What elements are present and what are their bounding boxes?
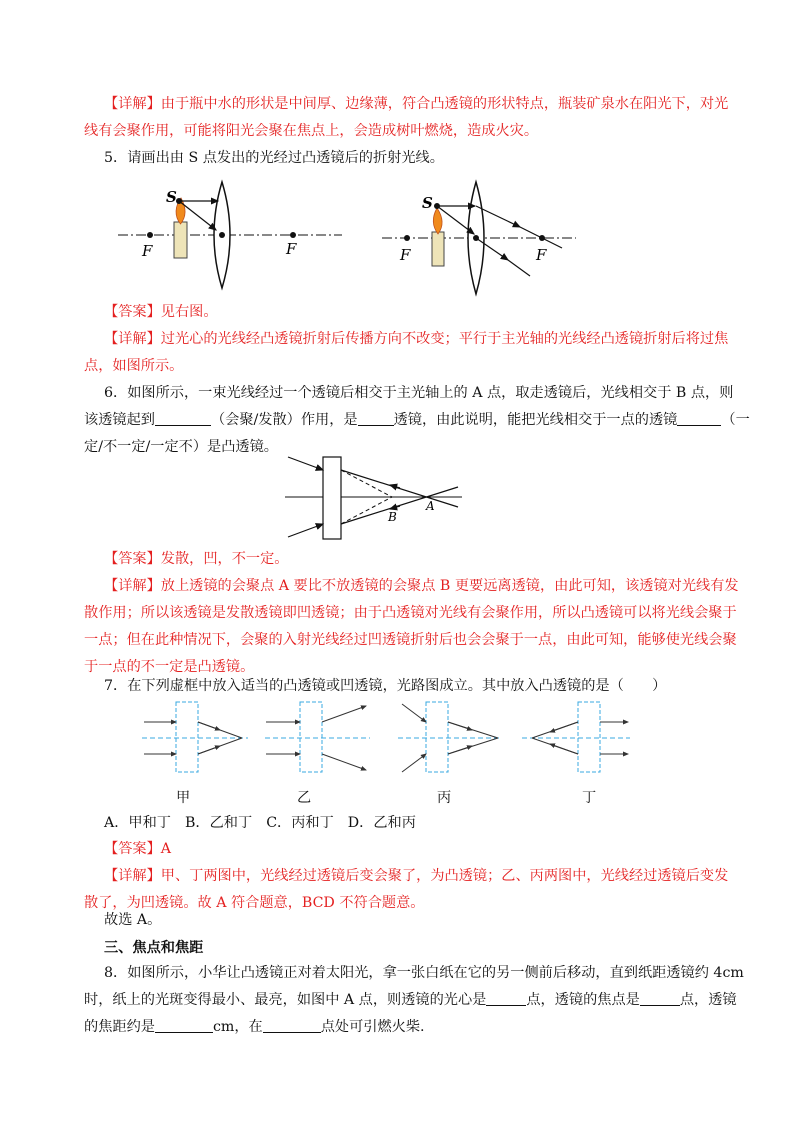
q6-detail-line3: 一点；但在此种情况下，会聚的入射光线经过凹透镜折射后也会会聚于一点，由此可知，能够使光线会聚 xyxy=(84,632,737,648)
q8-line2 xyxy=(84,990,737,1010)
q7-detail-text1: 甲、丁两图中，光线经过透镜后变会聚了，为凸透镜；乙、丙两图中，光线经过透镜后变发 xyxy=(160,868,729,884)
q7-detail-line2: 散了，为凹透镜。故 A 符合题意，BCD 不符合题意。 xyxy=(84,895,425,911)
q7-conclusion: 故选 A。 xyxy=(104,912,162,928)
q8-blank-3[interactable] xyxy=(155,1018,213,1033)
q7-panel-label-yi: 乙 xyxy=(297,790,312,806)
q7-prompt: 7．在下列虚框中放入适当的凸透镜或凹透镜，光路图成立。其中放入凸透镜的是（ ） xyxy=(104,678,667,694)
q7-panel-label-bing: 丙 xyxy=(437,790,452,806)
q7-answer-tag: 【答案】 xyxy=(104,841,161,857)
q4-detail-text1: 由于瓶中水的形状是中间厚、边缘薄，符合凸透镜的形状特点，瓶装矿泉水在阳光下，对光 xyxy=(160,96,729,112)
q4-detail-line2: 线有会聚作用，可能将阳光会聚在焦点上，会造成树叶燃烧，造成火灾。 xyxy=(84,123,539,139)
q7-figures xyxy=(140,700,640,780)
q5-answer-tag: 【答案】 xyxy=(104,304,161,320)
q6-answer-text: 发散，凹，不一定。 xyxy=(160,551,289,567)
q6-detail-line2: 散作用；所以该透镜是发散透镜即凹透镜；由于凸透镜对光线有会聚作用，所以凸透镜可以将光线会聚于 xyxy=(84,605,737,621)
q6-detail-tag: 【详解】 xyxy=(104,578,161,594)
q6-detail-line1 xyxy=(104,576,739,596)
q5-figure-right xyxy=(380,176,580,296)
q7-panel-ding xyxy=(522,702,630,772)
q6-figure xyxy=(280,455,470,545)
candle-body-right xyxy=(432,232,444,266)
q6-blank-1[interactable] xyxy=(155,411,211,426)
q6-detail-text1: 放上透镜的会聚点 A 要比不放透镜的会聚点 B 更要远离透镜，由此可知，该透镜对光线有发 xyxy=(160,578,739,594)
q6-line2a: 该透镜起到 xyxy=(84,412,155,428)
q8-line3 xyxy=(84,1017,425,1037)
q6-blank-2[interactable] xyxy=(358,411,394,426)
q5-detail-line1 xyxy=(104,329,728,349)
q5-detail-tag: 【详解】 xyxy=(104,331,161,347)
q7-option-a[interactable]: A．甲和丁 xyxy=(104,815,171,831)
candle-body xyxy=(174,222,187,258)
q7-panel-label-ding: 丁 xyxy=(582,790,597,806)
q6-line3: 定/不一定/一定不）是凸透镜。 xyxy=(84,439,278,455)
q6-answer xyxy=(104,549,288,569)
q6-blank-3[interactable] xyxy=(677,411,721,426)
q7-panel-jia xyxy=(142,702,248,772)
q6-answer-tag: 【答案】 xyxy=(104,551,161,567)
q5-detail-line2: 点，如图所示。 xyxy=(84,358,184,374)
q6-line1: 6．如图所示，一束光线经过一个透镜后相交于主光轴上的 A 点，取走透镜后，光线相交于 B 点，则 xyxy=(104,385,734,401)
q8-line2c: 点，透镜 xyxy=(679,992,737,1008)
q7-panel-bing xyxy=(398,702,502,772)
q5-detail-text1: 过光心的光线经凸透镜折射后传播方向不改变；平行于主光轴的光线经凸透镜折射后将过焦 xyxy=(160,331,729,347)
q5-answer xyxy=(104,302,218,322)
label-b: B xyxy=(388,510,397,524)
label-f-left: F xyxy=(142,242,153,260)
q8-blank-4[interactable] xyxy=(263,1018,321,1033)
label-f-right-right: F xyxy=(536,246,547,264)
q8-line3b: cm，在 xyxy=(212,1019,263,1035)
q4-detail-tag: 【详解】 xyxy=(104,96,161,112)
q5-figure-left xyxy=(110,180,350,290)
q8-line3a: 的焦距约是 xyxy=(84,1019,155,1035)
q7-options xyxy=(104,813,430,833)
label-f-right: F xyxy=(286,240,297,258)
q7-answer-text: A xyxy=(160,841,172,857)
label-s-right: S xyxy=(422,194,433,212)
label-f-left-right: F xyxy=(400,246,411,264)
label-s: S xyxy=(166,188,177,206)
q8-blank-1[interactable] xyxy=(486,991,526,1006)
candle-flame-right xyxy=(433,208,442,234)
q7-answer xyxy=(104,839,171,859)
q4-detail-line1 xyxy=(104,94,728,114)
q8-line2a: 时，纸上的光斑变得最小、最亮，如图中 A 点，则透镜的光心是 xyxy=(84,992,487,1008)
label-a: A xyxy=(426,499,435,513)
q6-line2 xyxy=(84,410,750,430)
q6-lens-box xyxy=(323,457,341,539)
q7-panel-yi xyxy=(265,702,370,772)
q6-line2d: （一 xyxy=(721,412,750,428)
q7-detail-line1 xyxy=(104,866,728,886)
q7-detail-tag: 【详解】 xyxy=(104,868,161,884)
q6-line2c: 透镜，由此说明，能把光线相交于一点的透镜 xyxy=(393,412,678,428)
q5-prompt: 5．请画出由 S 点发出的光经过凸透镜后的折射光线。 xyxy=(104,150,444,166)
q5-answer-text: 见右图。 xyxy=(160,304,218,320)
q7-panel-label-jia: 甲 xyxy=(176,790,191,806)
q8-line2b: 点，透镜的焦点是 xyxy=(526,992,640,1008)
q8-line1: 8．如图所示，小华让凸透镜正对着太阳光，拿一张白纸在它的另一侧前后移动，直到纸距透镜约 4cm xyxy=(104,965,744,981)
q6-line2b: （会聚/发散）作用，是 xyxy=(210,412,358,428)
q8-line3c: 点处可引燃火柴. xyxy=(320,1019,425,1035)
q7-option-c[interactable]: C．丙和丁 xyxy=(266,815,334,831)
q7-option-b[interactable]: B．乙和丁 xyxy=(185,815,253,831)
q6-detail-line4: 于一点的不一定是凸透镜。 xyxy=(84,659,255,675)
section-title: 三、焦点和焦距 xyxy=(104,940,204,956)
q8-blank-2[interactable] xyxy=(640,991,680,1006)
q7-option-d[interactable]: D．乙和丙 xyxy=(347,815,416,831)
